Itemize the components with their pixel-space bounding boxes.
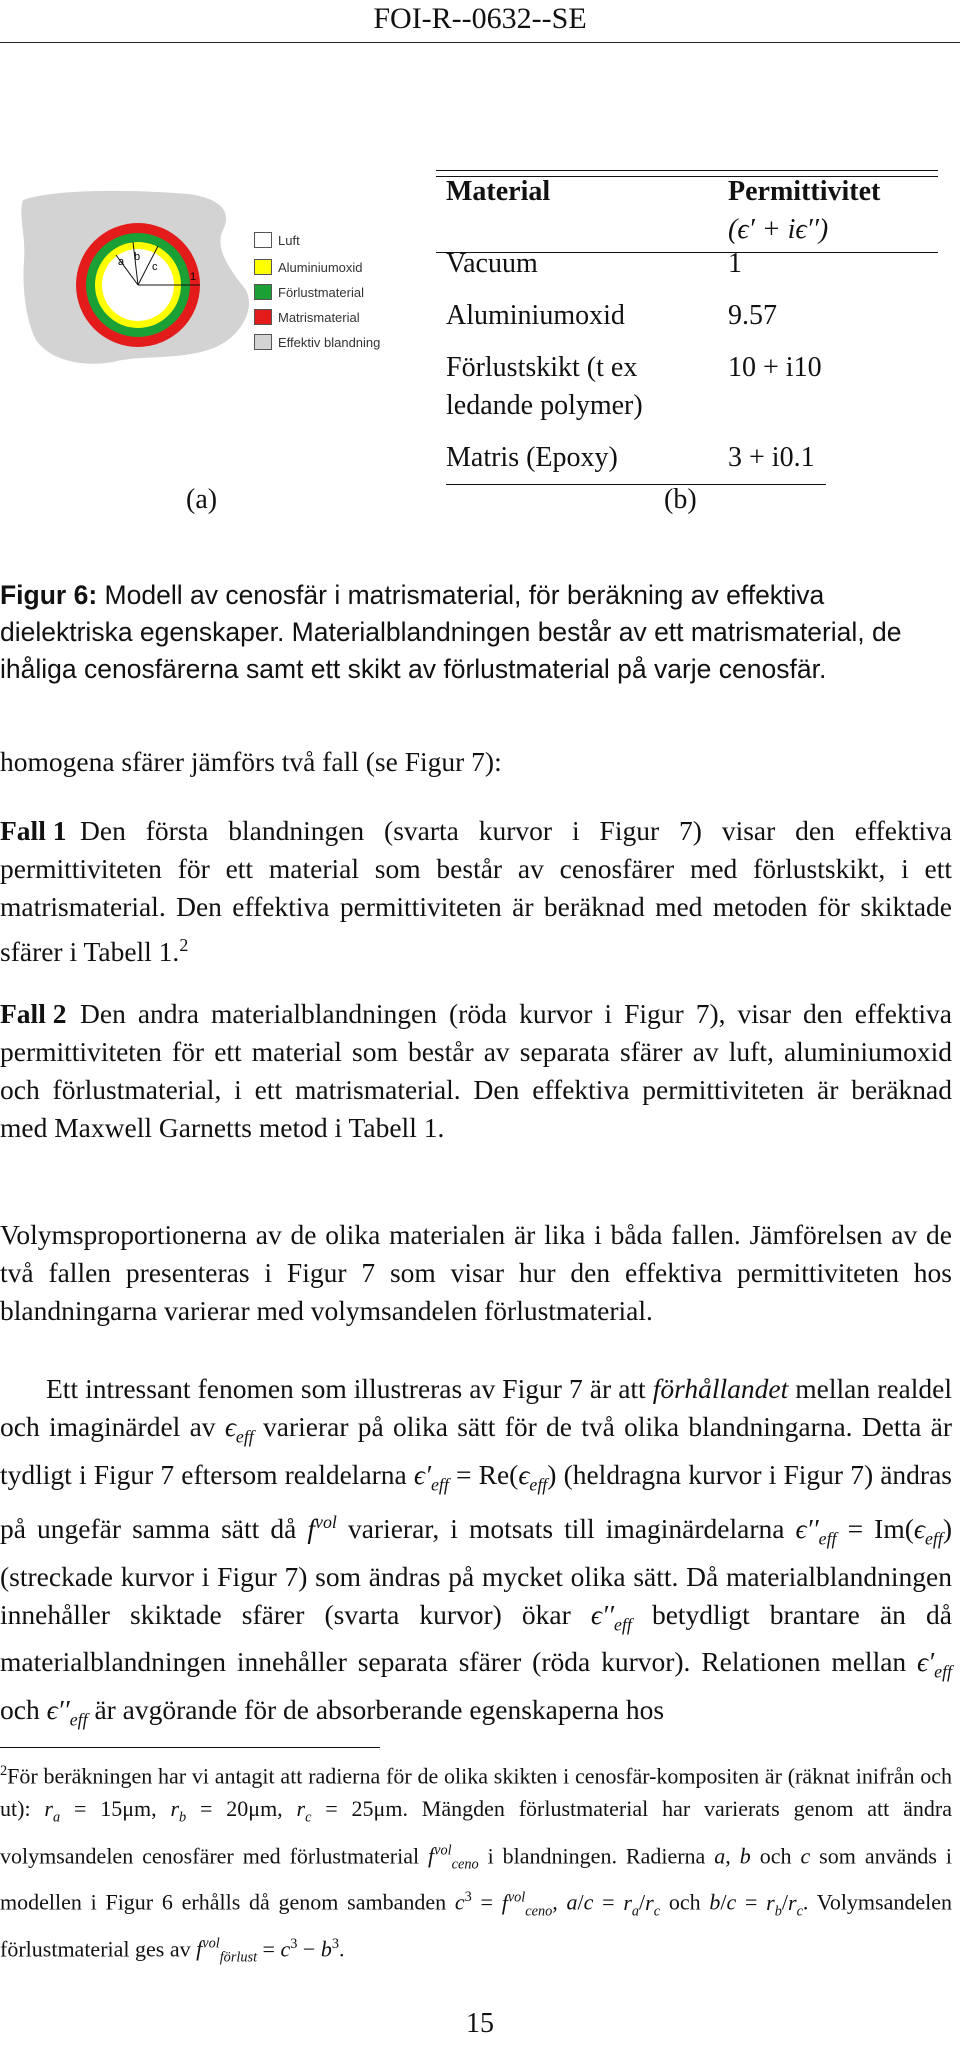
legend-item-alumina: Aluminiumoxid [278, 260, 363, 275]
figure-label-a: (a) [186, 484, 218, 515]
table-cell-material: Matris (Epoxy) [446, 442, 618, 473]
figure-caption [0, 577, 952, 688]
legend-swatch-alumina [254, 259, 272, 275]
paragraph-phenomenon: Ett intressant fenomen som illustreras av Figur 7 är att förhållandet mellan realdel och imaginärdel av $\epsilon_{eff}$ varierar på olika sätt för de två olika blandningarna. Detta är tydligt i Figur 7 eftersom realdelarna $\epsilon'_{eff} = Re(\epsilon_{eff})$ (heldragna kurvor i Figur 7) ändras på ungefär samma sätt då $f^{vol}$ varierar, i motsats till imaginärdelarna $\epsilon''_{eff} = Im(\epsilon_{eff})$ (streckade kurvor i Figur 7) som ändras på mycket olika sätt. Då materialblandningen innehåller skiktade sfärer (svarta kurvor) ökar $\epsilon''_{eff}$ betydligt brantare än då materialblandningen innehåller separata sfärer (röda kurvor). Relationen mellan $\epsilon'_{eff}$ och $\epsilon''_{eff}$ är avgörande för de absorberande egenskaperna hos [0, 1373, 953, 1730]
table-cell-value: 3 + i0.1 [728, 442, 815, 473]
legend-item-matrix: Matrismaterial [278, 310, 360, 325]
figure-label-b: (b) [664, 484, 697, 515]
intro-line: homogena sfärer jämförs två fall (se Figur 7): [0, 746, 502, 777]
legend-swatch-air [254, 232, 272, 248]
page-number: 15 [466, 2008, 494, 2039]
column-header-permittivity: Permittivitet [728, 176, 881, 207]
legend-item-air: Luft [278, 233, 300, 248]
radius-label-1: 1 [190, 271, 197, 283]
column-header-permittivity-formula: (ϵ′ + iϵ′′) [728, 214, 829, 245]
fall1-label: Fall 1 [0, 815, 67, 846]
caption-text: Modell av cenosfär i matrismaterial, för beräkning av effektiva dielektriska egenskaper. Materialblandningen består av ett matrismaterial, de ihåliga cenosfärerna samt ett skikt av förlustmaterial på varje cenosfär. [0, 580, 902, 684]
footnote-ref: 2 [179, 935, 189, 955]
legend-item-loss: Förlustmaterial [278, 285, 364, 300]
table-cell-material: Aluminiumoxid [446, 300, 625, 331]
table-cell-material-line2: ledande polymer) [446, 390, 643, 421]
caption-label: Figur 6: [0, 580, 98, 610]
footnote-rule [0, 1747, 380, 1748]
table-cell-material: Vacuum [446, 248, 538, 279]
table-cell-material: Förlustskikt (t ex [446, 352, 638, 383]
legend-swatch-effective [254, 334, 272, 350]
radius-label-c: c [152, 261, 158, 273]
header-rule [0, 42, 960, 43]
column-header-material: Material [446, 176, 551, 207]
legend-swatch-loss [254, 284, 272, 300]
legend-item-effective: Effektiv blandning [278, 335, 380, 350]
figure-panel-a [18, 190, 428, 390]
footnote-number: 2 [0, 1763, 8, 1779]
fall1-text: Den första blandningen (svarta kurvor i Figur 7) visar den effektiva permittiviteten för ett material som består av cenosfärer med förlustskikt, i ett matrismaterial. Den effektiva permittiviteten är beräknad med metoden för skiktade sfärer i Tabell 1. [0, 815, 952, 968]
radius-label-b: b [134, 251, 141, 263]
cenosphere-model-diagram [18, 190, 258, 365]
table-cell-value: 1 [728, 248, 742, 279]
legend-swatch-matrix [254, 309, 272, 325]
footnote: $^2$För beräkningen har vi antagit att radierna för de olika skikten i cenosfär-kompositen är (räknat inifrån och ut): $r_a = 15\mu m$, $r_b = 20\mu m$, $r_c = 25\mu m$. Mängden förlustmaterial har varierats genom att ändra volymsandelen cenosfärer med förlustmaterial $f^{vol}_{ceno}$ i blandningen. Radierna a, b och c som används i modellen i Figur 6 erhålls då genom sambanden $c^3 = f^{vol}_{ceno}$, $a/c = r_a/r_c$ och $b/c = r_b/r_c$. Volymsandelen förlustmaterial ges av $f^{vol}_{förlust} = c^3 - b^3$. [0, 1763, 953, 1966]
paragraph-proportions: Volymsproportionerna av de olika materialen är lika i båda fallen. Jämförelsen av de två fallen presenteras i Figur 7 som visar hur den effektiva permittiviteten hos blandningarna varierar med volymsandelen förlustmaterial. [0, 1219, 952, 1326]
table-cell-value: 10 + i10 [728, 352, 822, 383]
fall2-text: Den andra materialblandningen (röda kurvor i Figur 7), visar den effektiva permittiviteten för ett material som består av separata sfärer av luft, aluminiumoxid och förlustmaterial, i ett matrismaterial. Den effektiva permittiviteten är beräknad med Maxwell Garnetts metod i Tabell 1. [0, 998, 952, 1143]
report-id-header: FOI-R--0632--SE [373, 2, 587, 35]
fall2-label: Fall 2 [0, 998, 67, 1029]
table-cell-value: 9.57 [728, 300, 777, 331]
fall1-item [0, 812, 952, 971]
radius-label-a: a [118, 256, 125, 268]
fall2-item [0, 995, 952, 1147]
